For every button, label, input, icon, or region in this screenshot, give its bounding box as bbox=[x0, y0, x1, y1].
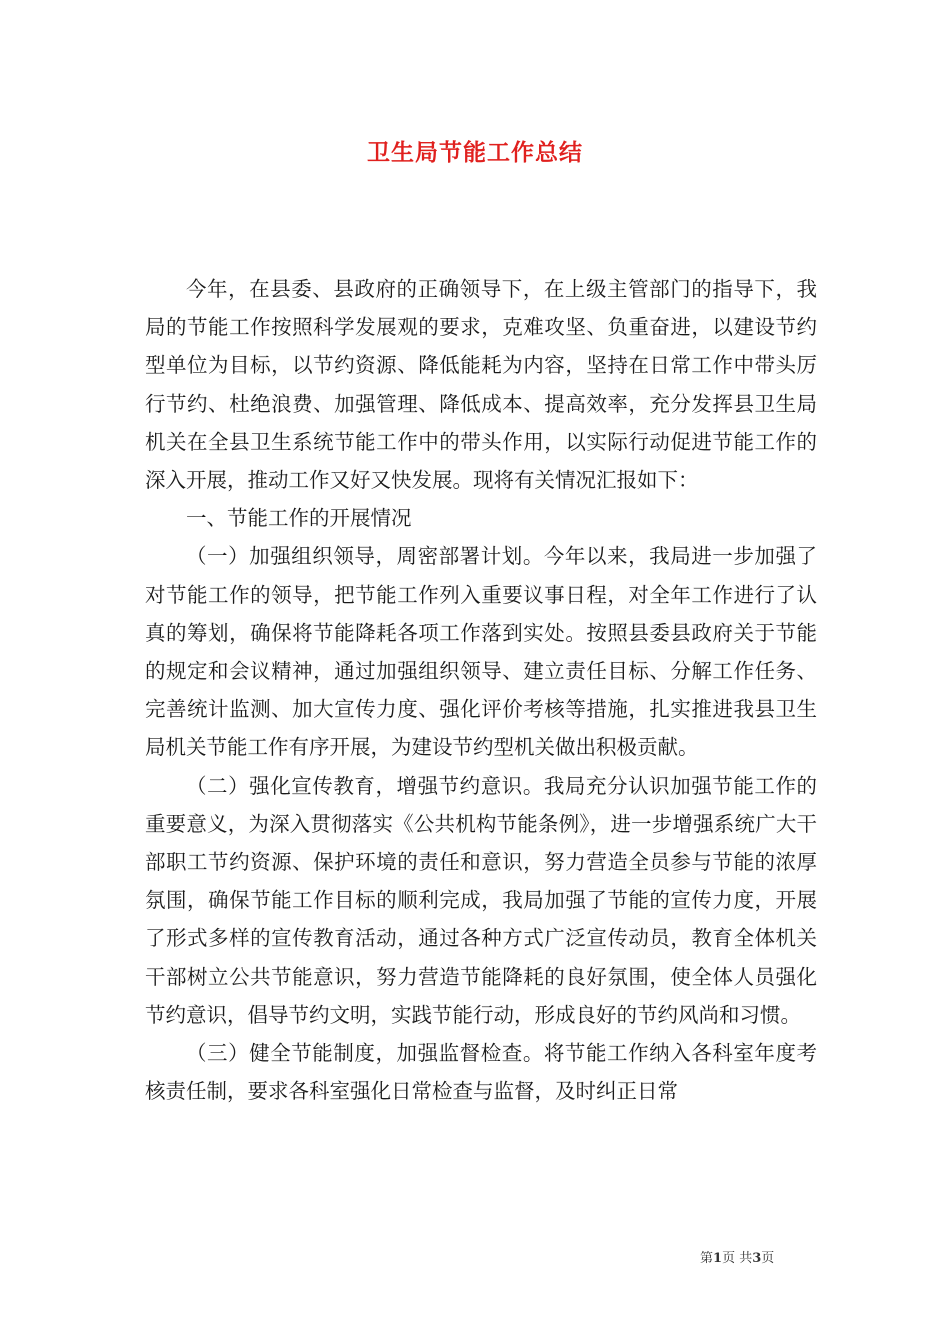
document-title: 卫生局节能工作总结 bbox=[367, 139, 583, 166]
footer-suffix: 页 bbox=[761, 1251, 775, 1266]
footer-middle: 页 共 bbox=[722, 1251, 753, 1266]
document-body bbox=[145, 270, 817, 1110]
subsection-3-paragraph: （三）健全节能制度，加强监督检查。将节能工作纳入各科室年度考核责任制，要求各科室强化日常检查与监督，及时纠正日常 bbox=[145, 1041, 817, 1104]
subsection-2-paragraph: （二）强化宣传教育，增强节约意识。我局充分认识加强节能工作的重要意义，为深入贯彻落实《公共机构节能条例》，进一步增强系统广大干部职工节约资源、保护环境的责任和意识，努力营造全员参与节能的浓厚氛围，确保节能工作目标的顺利完成，我局加强了节能的宣传力度，开展了形式多样的宣传教育活动，通过各种方式广泛宣传动员，教育全体机关干部树立公共节能意识，努力营造节能降耗的良好氛围，使全体人员强化节约意识，倡导节约文明，实践节能行动，形成良好的节约风尚和习惯。 bbox=[145, 773, 817, 1027]
page-footer bbox=[700, 1247, 820, 1266]
intro-paragraph: 今年，在县委、县政府的正确领导下，在上级主管部门的指导下，我局的节能工作按照科学发展观的要求，克难攻坚、负重奋进，以建设节约型单位为目标，以节约资源、降低能耗为内容，坚持在日常工作中带头厉行节约、杜绝浪费、加强管理、降低成本、提高效率，充分发挥县卫生局机关在全县卫生系统节能工作中的带头作用，以实际行动促进节能工作的深入开展，推动工作又好又快发展。现将有关情况汇报如下： bbox=[145, 277, 817, 493]
section-heading: 一、节能工作的开展情况 bbox=[186, 506, 412, 531]
total-pages-number: 3 bbox=[752, 1251, 762, 1266]
footer-prefix: 第 bbox=[700, 1251, 714, 1266]
current-page-number: 1 bbox=[713, 1251, 723, 1266]
subsection-1-paragraph: （一）加强组织领导，周密部署计划。今年以来，我局进一步加强了对节能工作的领导，把节能工作列入重要议事日程，对全年工作进行了认真的筹划，确保将节能降耗各项工作落到实处。按照县委县政府关于节能的规定和会议精神，通过加强组织领导、建立责任目标、分解工作任务、完善统计监测、加大宣传力度、强化评价考核等措施，扎实推进我县卫生局机关节能工作有序开展，为建设节约型机关做出积极贡献。 bbox=[145, 544, 817, 760]
